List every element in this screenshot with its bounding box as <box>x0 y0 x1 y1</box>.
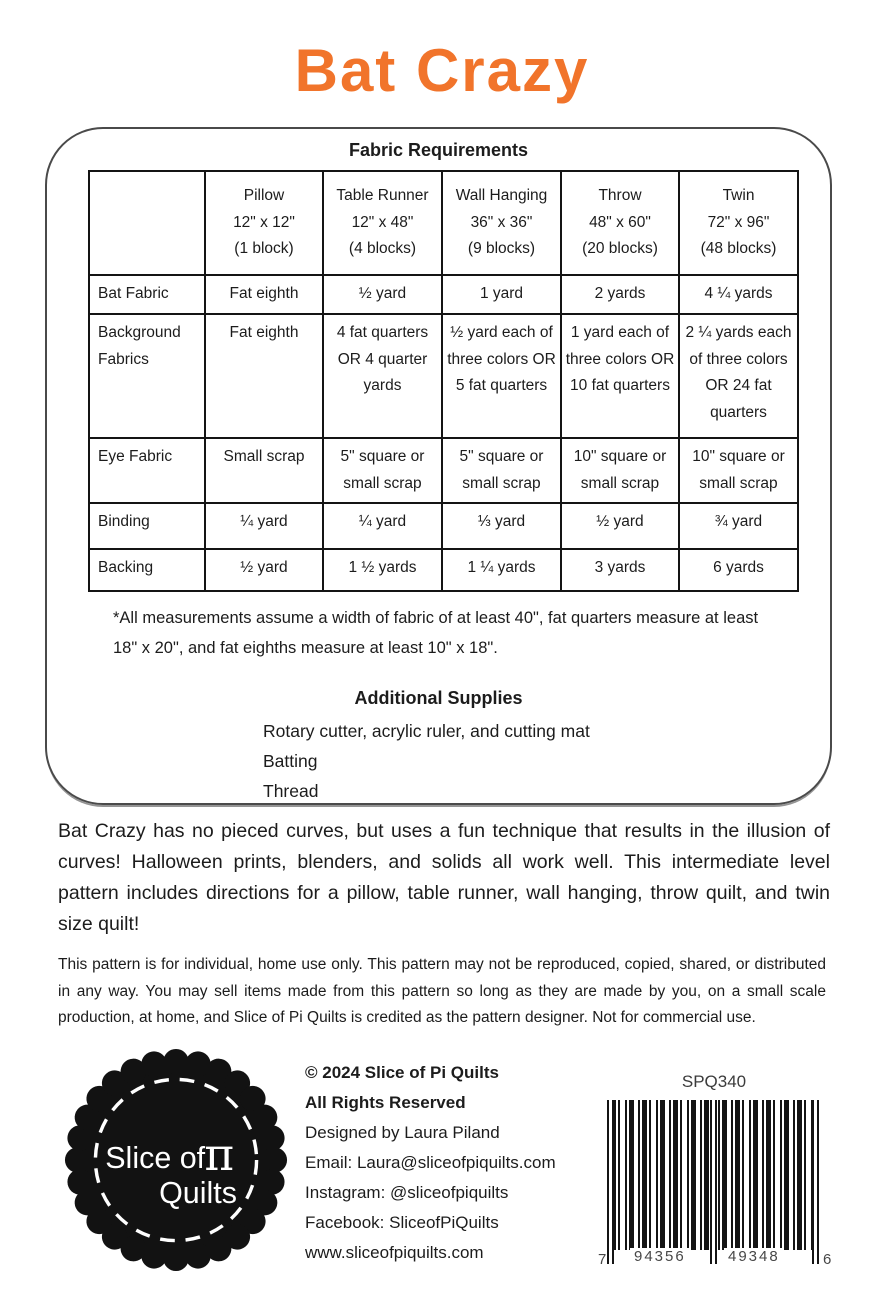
website-line: www.sliceofpiquilts.com <box>305 1243 484 1262</box>
footer <box>0 1042 884 1300</box>
table-cell: 5" square or small scrap <box>323 438 442 503</box>
logo-text-line1: Slice of <box>105 1140 206 1175</box>
instagram-line: Instagram: @sliceofpiquilts <box>305 1183 509 1202</box>
copyright-line: © 2024 Slice of Pi Quilts <box>305 1063 499 1082</box>
supply-item: Rotary cutter, acrylic ruler, and cutting mat <box>263 721 590 742</box>
page-title: Bat Crazy <box>294 37 590 104</box>
designer-line: Designed by Laura Piland <box>305 1123 500 1142</box>
table-row-eye-fabric <box>89 438 798 503</box>
table-row-bat-fabric <box>89 275 798 314</box>
fabric-requirements-box <box>45 127 832 805</box>
table-cell: 10" square or small scrap <box>679 438 798 503</box>
measurement-footnote <box>113 603 810 663</box>
table-corner-cell <box>89 171 205 275</box>
table-cell: ¾ yard <box>679 503 798 549</box>
table-cell: 4 fat quarters OR 4 quarter yards <box>323 314 442 438</box>
column-header-table-runner: Table Runner 12" x 48" (4 blocks) <box>323 171 442 275</box>
barcode-guard-bar <box>812 1100 819 1264</box>
table-cell: 5" square or small scrap <box>442 438 561 503</box>
table-row-background-fabrics <box>89 314 798 438</box>
logo-text-line2: Quilts <box>159 1176 237 1211</box>
table-cell: 2 yards <box>561 275 679 314</box>
table-row-backing <box>89 549 798 591</box>
table-row-label: Binding <box>89 503 205 549</box>
table-row-label: Backing <box>89 549 205 591</box>
table-cell: ½ yard <box>561 503 679 549</box>
column-header-throw: Throw 48" x 60" (20 blocks) <box>561 171 679 275</box>
sku-code: SPQ340 <box>681 1072 747 1091</box>
table-cell: 4 ¼ yards <box>679 275 798 314</box>
table-cell: Fat eighth <box>205 275 323 314</box>
barcode-guard-bar <box>607 1100 614 1264</box>
table-cell: Small scrap <box>205 438 323 503</box>
table-cell: 6 yards <box>679 549 798 591</box>
table-cell: ⅓ yard <box>442 503 561 549</box>
column-header-wall-hanging: Wall Hanging 36" x 36" (9 blocks) <box>442 171 561 275</box>
table-cell: 10" square or small scrap <box>561 438 679 503</box>
table-row-binding <box>89 503 798 549</box>
additional-supplies-list <box>263 716 830 806</box>
footnote-line: *All measurements assume a width of fabric of at least 40", fat quarters measure at least <box>113 609 759 628</box>
upc-barcode <box>598 1100 835 1278</box>
email-line: Email: Laura@sliceofpiquilts.com <box>305 1153 556 1172</box>
pi-icon: π <box>204 1127 235 1181</box>
table-cell: ½ yard each of three colors OR 5 fat quarters <box>442 314 561 438</box>
table-cell: 2 ¼ yards each of three colors OR 24 fat quarters <box>679 314 798 438</box>
barcode-guard-bar <box>710 1100 717 1264</box>
slice-of-pi-quilts-logo <box>62 1046 290 1274</box>
supply-item: Thread <box>263 781 319 802</box>
table-cell: ½ yard <box>205 549 323 591</box>
additional-supplies-heading: Additional Supplies <box>354 688 523 709</box>
contact-block <box>305 1058 556 1268</box>
table-cell: 3 yards <box>561 549 679 591</box>
table-row-label: Eye Fabric <box>89 438 205 503</box>
table-row-label: Bat Fabric <box>89 275 205 314</box>
table-row-label: Background Fabrics <box>89 314 205 438</box>
table-cell: Fat eighth <box>205 314 323 438</box>
column-header-pillow: Pillow 12" x 12" (1 block) <box>205 171 323 275</box>
table-cell: ¼ yard <box>323 503 442 549</box>
table-cell: 1 yard each of three colors OR 10 fat quarters <box>561 314 679 438</box>
fabric-requirements-heading: Fabric Requirements <box>348 140 529 160</box>
supply-item: Batting <box>263 751 318 772</box>
rights-reserved-line: All Rights Reserved <box>305 1093 466 1112</box>
column-header-twin: Twin 72" x 96" (48 blocks) <box>679 171 798 275</box>
barcode-digits: 7 94356 49348 6 <box>598 1248 834 1268</box>
table-cell: ¼ yard <box>205 503 323 549</box>
table-cell: ½ yard <box>323 275 442 314</box>
table-cell: 1 ½ yards <box>323 549 442 591</box>
fabric-requirements-table <box>88 170 799 592</box>
legal-notice: This pattern is for individual, home use only. This pattern may not be reproduced, copied, shared, or distributed in any way. You may sell items made from this pattern so long as they are made by you, on a small scale production, at home, and Slice of Pi Quilts is credited as the pattern designer. Not for commercial use. <box>58 956 826 1026</box>
table-cell: 1 ¼ yards <box>442 549 561 591</box>
pattern-description: Bat Crazy has no pieced curves, but uses a fun technique that results in the illusion of curves! Halloween prints, blenders, and solids all work well. This intermediate level pattern includes directions for a pillow, table runner, wall hanging, throw quilt, and twin size quilt! <box>58 820 830 935</box>
table-cell: 1 yard <box>442 275 561 314</box>
facebook-line: Facebook: SliceofPiQuilts <box>305 1213 499 1232</box>
footnote-line: 18" x 20", and fat eighths measure at least 10" x 18". <box>113 639 498 658</box>
